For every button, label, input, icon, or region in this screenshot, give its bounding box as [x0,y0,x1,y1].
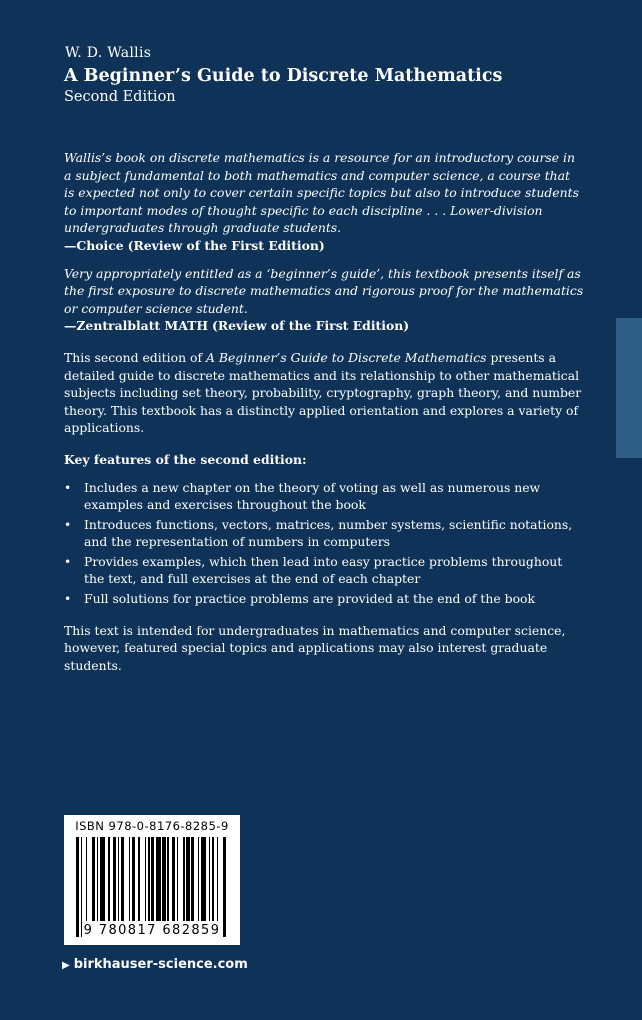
isbn-label: ISBN 978-0-8176-8285-9 [75,819,229,833]
bullet-icon: • [64,516,72,532]
review-zentralblatt [64,265,584,335]
review-dash: — [64,318,77,334]
review-dash: — [64,237,77,253]
barcode-bar [148,837,150,921]
barcode-bar [81,837,83,937]
feature-text: Includes a new chapter on the theory of voting as well as numerous new examples and exercises throughout the book [84,479,541,513]
barcode-bar [223,837,226,937]
description-prefix: This second edition of [64,349,206,365]
barcode-bar [76,837,79,937]
bullet-icon: • [64,591,72,607]
author-name: W. D. Wallis [65,45,152,61]
barcode-bar [183,837,185,921]
barcode-bar [132,837,135,921]
review-source [64,237,584,255]
review-source [64,317,584,335]
isbn-barcode [64,815,240,945]
list-item [64,516,584,551]
publisher-website[interactable] [62,957,248,972]
barcode-bar [217,837,219,921]
list-item [64,553,584,588]
book-title: A Beginner’s Guide to Discrete Mathematics [64,66,503,86]
cover-text [64,149,584,688]
bullet-icon: • [64,479,72,495]
barcode-bar [191,837,194,921]
barcode-bar [108,837,110,921]
barcode-bar [113,837,116,921]
key-features-heading: Key features of the second edition: [64,451,307,467]
barcode-bar [100,837,105,921]
description-suffix: presents a detailed guide to discrete mathematics and its relationship to other mathematical subjects including set theory, probability, cryptography, graph theory, and number theory. This textbook has a distinctly applied orientation and explores a variety of applications. [64,349,582,436]
barcode-bar [118,837,120,921]
barcode-bar [177,837,179,921]
feature-text: Introduces functions, vectors, matrices, number systems, scientific notations, and the representation of numbers in computers [84,516,573,550]
side-tab [616,318,642,458]
arrow-icon: ▶ [62,960,70,971]
header [64,45,502,105]
description-book-title: A Beginner’s Guide to Discrete Mathematics [205,349,487,365]
feature-text: Full solutions for practice problems are provided at the end of the book [84,591,535,607]
barcode-bar [145,837,147,921]
bullet-icon: • [64,553,72,569]
website-url: birkhauser-science.com [73,957,248,972]
closing-paragraph: This text is intended for undergraduates in mathematics and computer science, however, featured special topics and applications may also interest graduate students. [64,622,566,673]
barcode-bar [156,837,161,921]
review-source-note: (Review of the First Edition) [212,318,410,334]
barcode-bar [151,837,154,921]
list-item [64,479,584,514]
barcode-digits: 9 780817 682859 [83,923,221,938]
barcode-bar [198,837,200,921]
barcode-bar [86,837,88,921]
barcode-bar [167,837,169,921]
review-source-name: Zentralblatt MATH [76,318,209,334]
list-item [64,590,584,608]
barcode-bar [97,837,99,921]
barcode-bar [172,837,175,921]
barcode-bar [121,837,124,921]
barcode-bar [201,837,206,921]
key-features-list [64,479,584,608]
barcode-bars [76,837,230,923]
review-source-name: Choice [76,237,124,253]
barcode-bar [209,837,211,921]
review-quote: Very appropriately entitled as a ‘beginner’s guide’, this textbook presents itself as the first exposure to discrete mathematics and rigorous proof for the mathematics or computer science student. [64,265,584,316]
barcode-bar [212,837,214,921]
review-source-note: (Review of the First Edition) [127,237,325,253]
barcode-bar [129,837,131,921]
edition-label: Second Edition [64,89,176,105]
feature-text: Provides examples, which then lead into easy practice problems throughout the text, and full exercises at the end of each chapter [84,553,563,587]
barcode-bar [92,837,95,921]
barcode-bar [186,837,189,921]
review-quote: Wallis’s book on discrete mathematics is a resource for an introductory course in a subject fundamental to both mathematics and computer science, a course that is expected not only to cover certain specific topics but also to introduce students to important modes of thought specific to each discipline . . . Lower-division undergraduates through graduate students. [64,150,579,236]
barcode-bar [138,837,140,921]
book-description [64,349,584,437]
barcode-bar [162,837,165,921]
review-choice [64,149,584,255]
